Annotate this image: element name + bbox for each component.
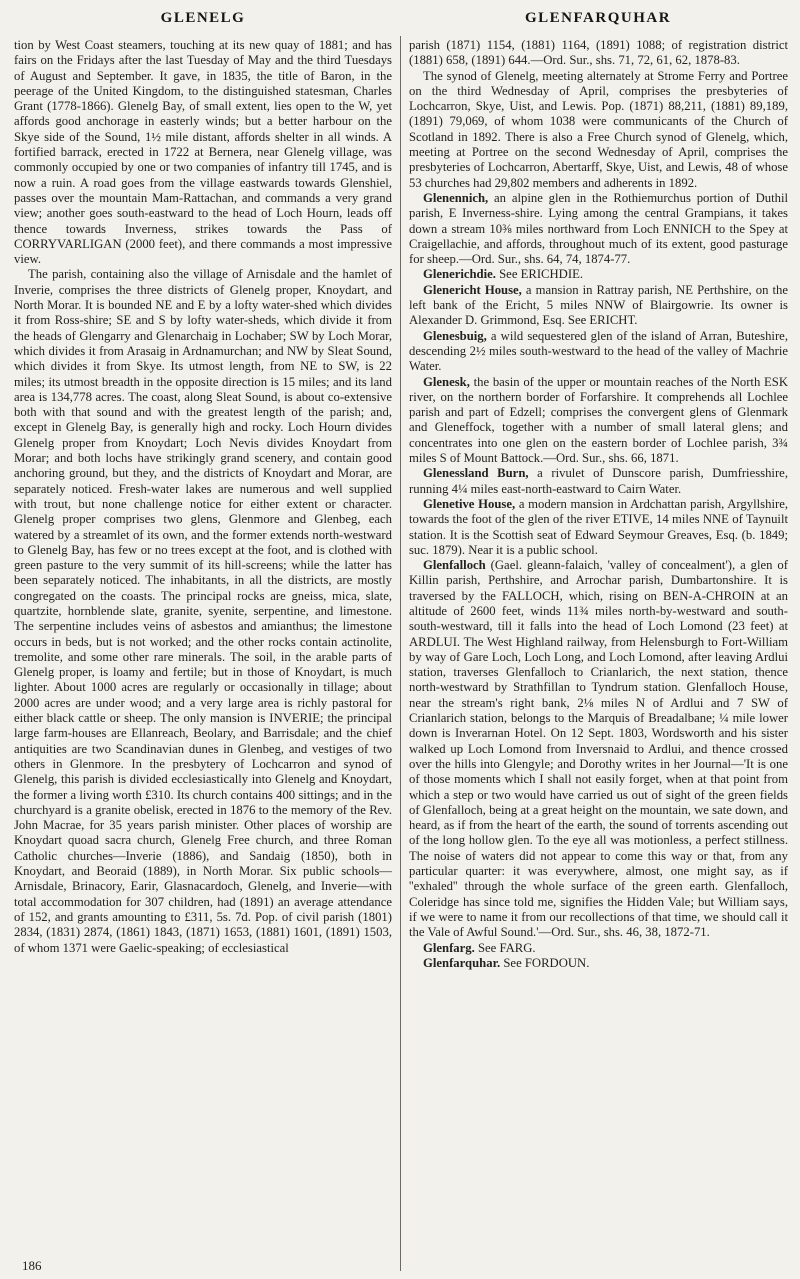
paragraph: Glenesbuig, a wild sequestered glen of the island of Arran, Buteshire, descending 2½ miles south-westward to the head of the valley of Machrie Water. xyxy=(409,328,788,374)
page-number: 186 xyxy=(22,1258,42,1273)
paragraph: Glenfalloch (Gael. gleann-falaich, 'valley of concealment'), a glen of Killin parish, Perthshire, and Arrochar parish, Dumbartonshire. It is traversed by the FALLOCH, which, rising on BEN-A-CHROIN at an altitude of 2600 feet, winds 11¾ miles north-by-westward and south-south-westward, till it falls into the head of Loch Lomond (23 feet) at ARDLUI. The West Highland railway, from Helensburgh to Fort-William by way of Gare Loch, Loch Long, and Loch Lomond, after leaving Ardlui station, traverses Glenfalloch to Crianlarich, the next station, thence north-westward by Strathfillan to Tyndrum station. Glenfalloch House, near the stream's right bank, 2⅛ miles N of Ardlui and 7 SW of Crianlarich station, belongs to the Marquis of Breadalbane; ¼ mile lower down is Inverarnan Hotel. On 12 Sept. 1803, Wordsworth and his sister walked up Loch Lomond from Inversnaid to Ardlui, and thence crossed over the hills into Glengyle; and Dorothy writes in her Journal—'It is one of those moments which I shall not easily forget, when at that point from which a step or two would have carried us out of sight of the green fields of Glenfalloch, being at a great height on the mountain, we sate down, and heard, as if from the heart of the earth, the sound of torrents ascending out of the long hollow glen. To the eye all was motionless, a perfect stillness. The noise of waters did not appear to come this way or that, from any particular quarter: it was everywhere, almost, one might say, as if ''exhaled'' through the whole surface of the green earth. Glenfalloch, Coleridge has since told me, signifies the Hidden Vale; but William says, if we were to name it from our recollections of that time, we should call it the Vale of Awful Sound.'—Ord. Sur., shs. 46, 38, 1872-71. xyxy=(409,558,788,940)
running-head-right: GLENFARQUHAR xyxy=(524,10,672,26)
entry-name: Glenesbuig, xyxy=(423,328,491,343)
paragraph: The parish, containing also the village of Arnisdale and the hamlet of Inverie, comprises the three districts of Glenelg proper, Knoydart, and North Morar. It is bounded NE and E by a lofty water-shed which divides it from Ross-shire; SE and S by lofty water-sheds, which divide it from the heads of Glengarry and Glenarchaig in Lochaber; SW by Loch Morar, which divides it from Arasaig in Ardnamurchan; and NW by Sleat Sound, which divides it from Skye. Its utmost length, from NE to SW, is 22 miles; its utmost breadth in the opposite direction is 15 miles; and its land area is 134,778 acres. The coast, along Sleat Sound, is about co-extensive both with that sound and with the greatest length of the parish; and, except in Glenelg Bay, is generally high and rocky. Loch Hourn divides Glenelg proper from Knoydart; Loch Nevis divides Knoydart from Morar; and both lochs have strikingly grand scenery, and contain good anchoring ground, but they, and the districts of Knoydart and Morar, are separately noticed. Fresh-water lakes are numerous and well supplied with trout, but none challenge notice for either extent or character. Glenelg proper comprises two glens, Glenmore and Glenbeg, each watered by a streamlet of its own, and the former extends north-westward to Glenelg Bay, has few or no trees except at the foot, and is clothed with green pasture to the very summit of its hill-screens; while the latter has been separately noticed. The inhabitants, in all the districts, are mostly congregated on the coasts. The principal rocks are gneiss, mica, slate, quartzite, hornblende slate, granite, syenite, serpentine, and limestone. The serpentine includes veins of asbestos and amianthus; the limestone occurs in beds, but is not worked; and the other rocks contain actinolite, tremolite, and some other rare minerals. The soil, in the arable parts of Glenelg proper, is loamy and fertile; but in those of Knoydart, is much lighter. About 1000 acres are regularly or occasionally in tillage; about 2000 acres are under wood; and a very large area is richly pastoral for either black cattle or sheep. The only mansion is INVERIE; the principal large farm-houses are Ellanreach, Beolary, and Barrisdale; and the chief antiquities are two Scandinavian dunes in Glenbeg, and vestiges of two others in Glenmore. In the presbytery of Lochcarron and synod of Glenelg, this parish is divided ecclesiastically into Glenelg and Knoydart, the former a living worth £310. Its church contains 400 sittings; and in the churchyard is a granite obelisk, erected in 1876 to the memory of the Rev. John Macrae, for 35 years parish minister. Other places of worship are Knoydart quoad sacra church, Glenelg Free church, and three Roman Catholic churches—Inverie (1886), and Sandaig (1850), both in Knoydart, and Beoraid (1889), in North Morar. Six public schools—Arnisdale, Brinacory, Earir, Glasnacardoch, Glenelg, and Inverie—with total accommodation for 307 children, had (1891) an average attendance of 152, and grants amounting to £311, 5s. 7d. Pop. of civil parish (1801) 2834, (1831) 2874, (1861) 1843, (1871) 1653, (1881) 1601, (1891) 1503, of whom 1371 were Gaelic-speaking; of ecclesiastical xyxy=(14,267,392,955)
paragraph: parish (1871) 1154, (1881) 1164, (1891) 1088; of registration district (1881) 658, (1891) 644.—Ord. Sur., shs. 71, 72, 61, 62, 1878-83. xyxy=(409,38,788,68)
right-column xyxy=(409,38,788,1271)
entry-name: Glenericht House, xyxy=(423,282,526,297)
paragraph: Glenennich, an alpine glen in the Rothiemurchus portion of Duthil parish, E Inverness-shire. Lying among the central Grampians, it takes down a stream 10⅜ miles northward from Loch ENNICH to the Spey at Craigellachie, and affords, throughout much of its extent, good pasturage for sheep.—Ord. Sur., shs. 64, 74, 1874-77. xyxy=(409,190,788,267)
running-head-left: GLENELG xyxy=(160,10,246,26)
paragraph: Glenerichdie. See ERICHDIE. xyxy=(423,267,583,282)
paragraph: Glenesk, the basin of the upper or mountain reaches of the North ESK river, on the northern border of Forfarshire. It comprehends all Lochlee parish and part of Edzell; comprises the convergent glens of Glenmark and Gleneffock, together with a number of small lateral glens; and concentrates into one glen on the eastern border of Lochlee parish, 3¾ miles S of Mount Battock.—Ord. Sur., shs. 66, 1871. xyxy=(409,374,788,466)
left-column xyxy=(14,38,392,1271)
entry-name: Glenerichdie. xyxy=(423,267,500,282)
paragraph: Glenfarquhar. See FORDOUN. xyxy=(423,955,590,970)
entry-name: Glenetive House, xyxy=(423,496,519,511)
paragraph: tion by West Coast steamers, touching at its new quay of 1881; and has fairs on the Fridays after the last Tuesday of May and the third Tuesdays of August and September. It gave, in 1835, the title of Baron, in the peerage of the United Kingdom, to the distinguished statesman, Charles Grant (1778-1866). Glenelg Bay, of small extent, lies open to the W, yet affords good anchorage in easterly winds; but a better harbour on the Skye side of the Sound, 1½ mile distant, affords shelter in all winds. A fortified barrack, erected in 1722 at Bernera, near Glenelg village, was commonly occupied by one or two companies of infantry till 1745, and is now a ruin. A road goes from the village eastwards towards Glenshiel, passes over the mountain Mam-Rattachan, and commands a very grand view; another goes south-eastward to the head of Loch Hourn, leads off thence towards Inverness, strikes towards the Pass of CORRYVARLIGAN (2000 feet), and there commands a most impressive view. xyxy=(14,38,392,267)
entry-name: Glenessland Burn, xyxy=(423,466,538,481)
column-divider xyxy=(400,36,401,1271)
entry-name: Glenennich, xyxy=(423,190,495,205)
paragraph: Glenericht House, a mansion in Rattray parish, NE Perthshire, on the left bank of the Ericht, 5 miles NNW of Blairgowrie. Its owner is Alexander D. Grimmond, Esq. See ERICHT. xyxy=(409,282,788,328)
entry-name: Glenfarg. xyxy=(423,940,478,955)
paragraph: Glenessland Burn, a rivulet of Dunscore parish, Dumfriesshire, running 4¼ miles east-north-eastward to Cairn Water. xyxy=(409,466,788,496)
paragraph: The synod of Glenelg, meeting alternately at Strome Ferry and Portree on the third Wednesday of April, comprises the presbyteries of Lochcarron, Skye, Uist, and Lewis. Pop. (1871) 88,211, (1881) 89,189, (1891) 79,069, of whom 1038 were communicants of the Church of Scotland in 1892. There is also a Free Church synod of Glenelg, which, meeting at Portree on the second Wednesday of April, comprises the presbyteries of Lochcarron, Abertarff, Skye, Uist, and Lewis, 48 of whose 53 churches had 29,802 members and adherents in 1892. xyxy=(409,68,788,190)
entry-name: Glenesk, xyxy=(423,374,474,389)
entry-name: Glenfalloch xyxy=(423,558,491,573)
paragraph: Glenfarg. See FARG. xyxy=(423,940,536,955)
entry-name: Glenfarquhar. xyxy=(423,955,504,970)
paragraph: Glenetive House, a modern mansion in Ardchattan parish, Argyllshire, towards the foot of the glen of the river ETIVE, 14 miles NNE of Taynuilt station. It is the Scottish seat of Edward Seymour Greaves, Esq. (b. 1849; suc. 1879). Near it is a public school. xyxy=(409,496,788,557)
